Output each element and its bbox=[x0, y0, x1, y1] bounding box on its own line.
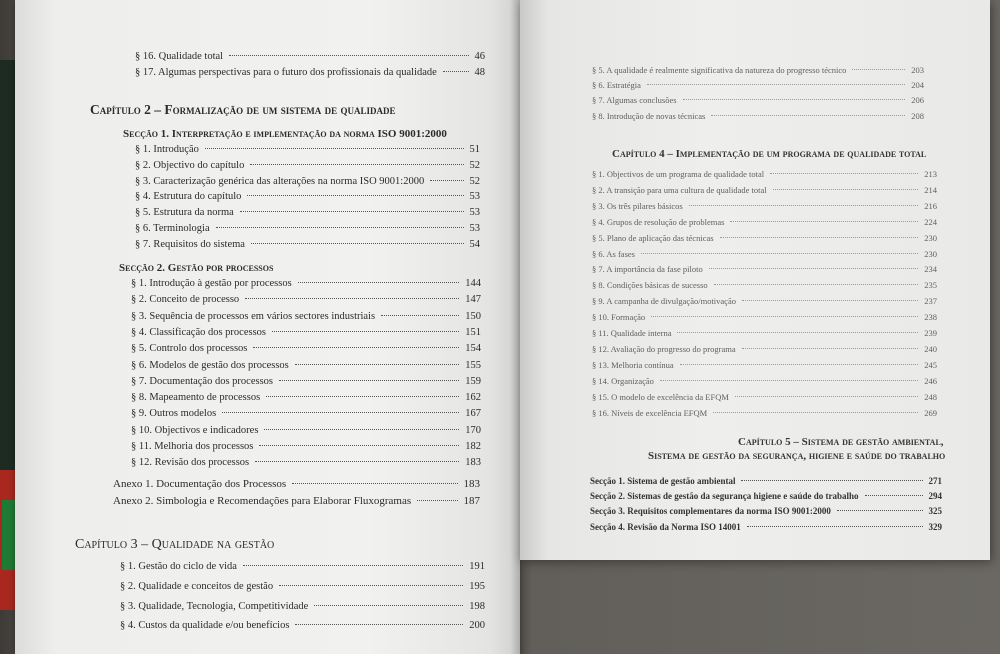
entry-page: 51 bbox=[469, 144, 480, 155]
entry-label: § 10. Objectivos e indicadores bbox=[131, 424, 259, 436]
entry-label: § 12. Avaliação do progresso do programa bbox=[592, 343, 736, 354]
entry-label: § 15. O modelo de excelência da EFQM bbox=[592, 391, 729, 402]
entry-page: 269 bbox=[924, 407, 937, 418]
entry-label: § 1. Gestão do ciclo de vida bbox=[120, 561, 237, 572]
toc-entry bbox=[135, 190, 480, 203]
entry-label: § 11. Qualidade interna bbox=[592, 328, 672, 338]
anexo-label: Anexo 1. Documentação dos Processos bbox=[113, 478, 287, 490]
toc-entry bbox=[592, 295, 937, 308]
entry-page: 187 bbox=[463, 495, 480, 507]
entry-page: 246 bbox=[924, 375, 937, 386]
entry-label: Secção 4. Revisão da Norma ISO 14001 bbox=[590, 521, 741, 532]
entry-label: § 9. A campanha de divulgação/motivação bbox=[592, 296, 736, 307]
toc-entry bbox=[131, 310, 481, 323]
entry-label: § 11. Melhoria dos processos bbox=[131, 441, 254, 452]
toc-entry bbox=[131, 293, 481, 306]
right-page bbox=[520, 0, 990, 560]
entry-page: 235 bbox=[924, 280, 937, 291]
left-page bbox=[15, 0, 520, 654]
toc-entry bbox=[592, 94, 924, 107]
entry-page: 151 bbox=[465, 326, 481, 338]
entry-page: 271 bbox=[928, 476, 942, 486]
entry-page: 162 bbox=[465, 392, 481, 404]
toc-entry bbox=[131, 326, 481, 339]
entry-label: Secção 2. Sistemas de gestão da segurança higiene e saúde do trabalho bbox=[590, 491, 859, 502]
entry-page: 208 bbox=[911, 110, 924, 121]
toc-entry bbox=[592, 263, 937, 276]
toc-entry bbox=[590, 475, 942, 488]
toc-entry bbox=[131, 277, 481, 290]
toc-entry bbox=[135, 50, 485, 63]
toc-entry bbox=[592, 79, 924, 92]
entry-page: 170 bbox=[465, 424, 481, 436]
toc-entry bbox=[592, 200, 937, 213]
entry-page: 239 bbox=[924, 328, 937, 338]
entry-label: § 4. Estrutura do capítulo bbox=[135, 191, 242, 203]
toc-entry bbox=[120, 600, 485, 613]
entry-label: § 6. Modelos de gestão dos processos bbox=[131, 359, 289, 371]
chapter-3-title: Capítulo 3 – Qualidade na gestão bbox=[75, 537, 275, 552]
entry-page: 154 bbox=[465, 343, 481, 355]
anexo-2 bbox=[113, 495, 480, 508]
entry-page: 203 bbox=[911, 65, 924, 75]
toc-entry bbox=[592, 168, 937, 181]
entry-page: 53 bbox=[469, 191, 480, 203]
entry-page: 159 bbox=[465, 375, 481, 387]
toc-entry bbox=[592, 311, 937, 324]
entry-label: § 5. A qualidade é realmente significativa da natureza do progresso técnico bbox=[592, 65, 847, 75]
entry-label: § 3. Caracterização genérica das alterações na norma ISO 9001:2000 bbox=[135, 175, 425, 187]
entry-page: 294 bbox=[928, 491, 942, 502]
toc-entry bbox=[135, 222, 480, 235]
entry-page: 54 bbox=[469, 238, 480, 250]
toc-entry bbox=[120, 619, 485, 632]
section-1-title: Secção 1. Interpretação e implementação da norma ISO 9001:2000 bbox=[123, 128, 447, 140]
entry-page: 191 bbox=[469, 561, 485, 572]
entry-label: § 3. Sequência de processos em vários sectores industriais bbox=[131, 310, 376, 322]
toc-entry bbox=[592, 184, 937, 197]
entry-label: § 6. Terminologia bbox=[135, 223, 210, 234]
entry-label: § 5. Controlo dos processos bbox=[131, 343, 248, 355]
entry-label: § 2. A transição para uma cultura de qualidade total bbox=[592, 184, 767, 195]
entry-page: 48 bbox=[474, 67, 485, 78]
anexo-1 bbox=[113, 478, 480, 491]
toc-entry bbox=[135, 238, 480, 251]
entry-page: 213 bbox=[924, 169, 937, 179]
toc-entry bbox=[135, 143, 480, 156]
toc-entry bbox=[592, 216, 937, 229]
entry-page: 182 bbox=[465, 441, 481, 452]
toc-entry bbox=[131, 359, 481, 372]
entry-label: § 5. Plano de aplicação das técnicas bbox=[592, 232, 714, 243]
entry-page: 224 bbox=[924, 216, 937, 227]
entry-label: § 6. Estratégia bbox=[592, 80, 641, 91]
anexo-label: Anexo 2. Simbologia e Recomendações para Elaborar Fluxogramas bbox=[113, 495, 412, 507]
entry-page: 214 bbox=[924, 184, 937, 195]
entry-page: 245 bbox=[924, 359, 937, 370]
entry-label: § 4. Classificação dos processos bbox=[131, 326, 267, 338]
entry-page: 183 bbox=[465, 457, 481, 469]
toc-entry bbox=[592, 407, 937, 420]
toc-entry bbox=[131, 375, 481, 388]
entry-label: § 16. Qualidade total bbox=[135, 51, 224, 62]
toc-entry bbox=[590, 490, 942, 503]
entry-page: 234 bbox=[924, 264, 937, 275]
entry-page: 240 bbox=[924, 343, 937, 354]
entry-label: § 13. Melhoria contínua bbox=[592, 359, 674, 370]
entry-label: § 6. As fases bbox=[592, 248, 635, 259]
entry-label: § 4. Custos da qualidade e/ou benefícios bbox=[120, 620, 290, 632]
entry-label: Secção 1. Sistema de gestão ambiental bbox=[590, 476, 736, 486]
entry-label: § 17. Algumas perspectivas para o futuro dos profissionais da qualidade bbox=[135, 67, 437, 78]
entry-page: 238 bbox=[924, 312, 937, 323]
toc-entry bbox=[120, 560, 485, 573]
entry-page: 204 bbox=[911, 80, 924, 91]
toc-entry bbox=[135, 66, 485, 79]
entry-label: § 4. Grupos de resolução de problemas bbox=[592, 216, 725, 227]
toc-entry bbox=[135, 206, 480, 219]
entry-page: 237 bbox=[924, 296, 937, 307]
toc-entry bbox=[592, 64, 924, 77]
entry-label: § 8. Mapeamento de processos bbox=[131, 392, 261, 404]
entry-label: § 8. Introdução de novas técnicas bbox=[592, 110, 706, 121]
toc-entry bbox=[592, 327, 937, 340]
chapter-2-title: Capítulo 2 – Formalização de um sistema de qualidade bbox=[90, 102, 396, 117]
entry-page: 230 bbox=[924, 248, 937, 259]
entry-page: 52 bbox=[469, 175, 480, 187]
entry-label: § 7. A importância da fase piloto bbox=[592, 264, 703, 275]
entry-page: 248 bbox=[924, 391, 937, 402]
toc-entry bbox=[131, 342, 481, 355]
entry-page: 46 bbox=[474, 51, 485, 62]
entry-page: 144 bbox=[465, 278, 481, 289]
entry-page: 150 bbox=[465, 310, 481, 322]
toc-entry bbox=[131, 440, 481, 453]
entry-label: Secção 3. Requisitos complementares da norma ISO 9001:2000 bbox=[590, 506, 831, 517]
entry-page: 216 bbox=[924, 200, 937, 211]
entry-page: 200 bbox=[469, 620, 485, 632]
toc-entry bbox=[592, 343, 937, 356]
entry-page: 195 bbox=[469, 580, 485, 592]
toc-entry bbox=[131, 391, 481, 404]
entry-label: § 10. Formação bbox=[592, 312, 646, 323]
entry-page: 325 bbox=[928, 506, 942, 517]
entry-label: § 7. Documentação dos processos bbox=[131, 375, 274, 387]
entry-page: 147 bbox=[465, 294, 481, 306]
entry-page: 167 bbox=[465, 408, 481, 420]
toc-entry bbox=[135, 159, 480, 172]
toc-entry bbox=[120, 580, 485, 593]
entry-label: § 14. Organização bbox=[592, 375, 654, 386]
entry-page: 155 bbox=[465, 359, 481, 371]
entry-page: 183 bbox=[463, 478, 480, 490]
toc-entry bbox=[131, 424, 481, 437]
entry-label: § 8. Condições básicas de sucesso bbox=[592, 280, 708, 291]
toc-entry bbox=[131, 407, 481, 420]
entry-label: § 16. Níveis de excelência EFQM bbox=[592, 407, 708, 418]
entry-label: § 7. Algumas conclusões bbox=[592, 95, 677, 106]
entry-label: § 9. Outros modelos bbox=[131, 408, 217, 420]
toc-entry bbox=[131, 456, 481, 469]
entry-label: § 2. Objectivo do capítulo bbox=[135, 159, 245, 171]
chapter-5-title-line1: Capítulo 5 – Sistema de gestão ambiental, bbox=[738, 436, 944, 448]
entry-label: § 1. Objectivos de um programa de qualidade total bbox=[592, 169, 765, 179]
toc-entry bbox=[592, 279, 937, 292]
section-2-title: Secção 2. Gestão por processos bbox=[119, 262, 274, 274]
entry-page: 329 bbox=[928, 521, 942, 532]
entry-page: 198 bbox=[469, 600, 485, 612]
toc-entry bbox=[590, 505, 942, 518]
toc-entry bbox=[590, 521, 942, 534]
entry-label: § 2. Qualidade e conceitos de gestão bbox=[120, 580, 274, 592]
entry-page: 52 bbox=[469, 159, 480, 171]
toc-entry bbox=[592, 375, 937, 388]
entry-page: 206 bbox=[911, 95, 924, 106]
entry-label: § 2. Conceito de processo bbox=[131, 294, 240, 306]
chapter-4-title: Capítulo 4 – Implementação de um programa de qualidade total bbox=[612, 148, 927, 160]
entry-label: § 7. Requisitos do sistema bbox=[135, 238, 245, 250]
toc-entry bbox=[592, 110, 924, 123]
entry-page: 53 bbox=[469, 223, 480, 234]
entry-label: § 3. Os três pilares básicos bbox=[592, 200, 683, 211]
entry-label: § 3. Qualidade, Tecnologia, Competitividade bbox=[120, 600, 309, 612]
entry-label: § 5. Estrutura da norma bbox=[135, 207, 234, 219]
toc-entry bbox=[592, 359, 937, 372]
entry-page: 230 bbox=[924, 232, 937, 243]
toc-entry bbox=[592, 248, 937, 261]
green-binder bbox=[2, 500, 16, 570]
entry-label: § 12. Revisão dos processos bbox=[131, 457, 250, 469]
toc-entry bbox=[592, 391, 937, 404]
entry-page: 53 bbox=[469, 207, 480, 219]
chapter-5-title-line2: Sistema de gestão da segurança, higiene e saúde do trabalho bbox=[648, 450, 946, 462]
entry-label: § 1. Introdução bbox=[135, 144, 199, 155]
toc-entry bbox=[135, 175, 480, 188]
toc-entry bbox=[592, 232, 937, 245]
entry-label: § 1. Introdução à gestão por processos bbox=[131, 278, 292, 289]
